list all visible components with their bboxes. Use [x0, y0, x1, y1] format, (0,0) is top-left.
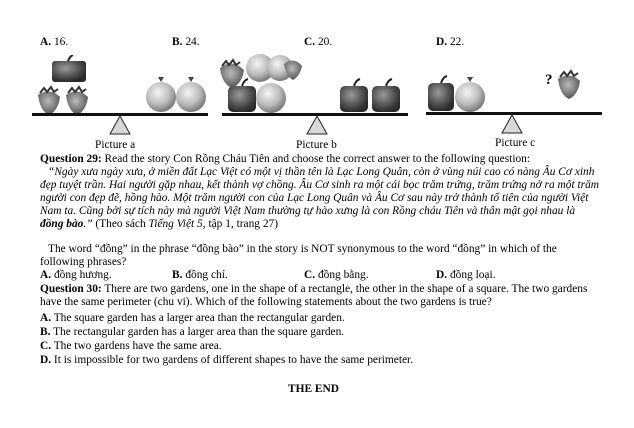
q29-question: The word “đồng” in the phrase “đồng bào” in the story is NOT synonymous to the word “đồng” in which of the following phrases?: [40, 243, 557, 268]
q30-prompt: Question 30: There are two gardens, one in the shape of a rectangle, the other in the shape of a square. The two gardens have the same perimeter (chu vi). Which of the following statements about the two gardens is true?: [40, 283, 588, 308]
apple-icon: [340, 79, 368, 112]
q28-option-d: D. 22.: [436, 36, 465, 48]
q29-option-d: D. đồng loại.: [436, 269, 496, 281]
orange-icon: [176, 77, 206, 112]
orange-icon: [256, 83, 286, 113]
q28-option-a: A. 16.: [40, 36, 69, 48]
fulcrum: [502, 115, 522, 133]
picture-a-balance: [30, 55, 210, 140]
q29-prompt: Question 29: Read the story Con Rồng Cháu Tiên and choose the correct answer to the following question:: [40, 153, 531, 165]
picture-b-caption: Picture b: [296, 139, 337, 151]
q29-story-bold-term: đồng bào: [40, 218, 84, 230]
balance-beam: [426, 112, 602, 115]
picture-a-caption: Picture a: [95, 139, 136, 151]
fulcrum: [110, 116, 130, 134]
q29-option-a: A. đồng hương.: [40, 269, 112, 281]
q28-option-b: B. 24.: [172, 36, 200, 48]
q30-option-a: A. The square garden has a larger area than the rectangular garden.: [40, 312, 345, 324]
strawberry-icon: [66, 87, 88, 115]
picture-c-balance: [424, 55, 604, 140]
fulcrum: [307, 116, 327, 134]
strawberry-icon: [558, 71, 580, 99]
strawberry-icon: [38, 87, 60, 115]
the-end-footer: THE END: [288, 383, 339, 395]
picture-c-caption: Picture c: [495, 137, 536, 149]
q29-story: “Ngày xưa ngày xưa, ở miền đất Lạc Việt có một vị thần tên là Lạc Long Quân, còn ở vùng núi cao có nàng Âu Cơ xinh đẹp tuyệt trần. Hai người gặp nhau, kết thành vợ chồng. Âu Cơ sinh ra một cái bọc trăm trứng, trăm trứng nở ra một trăm người con đẹp đẽ, hồng hào. Một trăm người con của Lạc Long Quân và Âu Cơ sau này trở thành tổ tiên của người Việt Nam ta. Cũng bởi sự tích này mà người Việt Nam thường tự hào xưng là con Rồng cháu Tiên và thân mật gọi nhau là đồng bào.” (Theo sách Tiếng Việt 5, tập 1, trang 27): [40, 166, 599, 230]
picture-b-balance: [218, 50, 414, 140]
apple-icon: [372, 79, 400, 112]
balance-beam: [222, 113, 408, 116]
q30-option-c: C. The two gardens have the same area.: [40, 340, 222, 352]
q30-option-d: D. It is impossible for two gardens of different shapes to have the same perimeter.: [40, 354, 414, 366]
strawberry-icon: [220, 60, 244, 88]
q29-option-b: B. đồng chí.: [172, 269, 228, 281]
apple-icon: [428, 76, 454, 111]
q29-option-c: C. đồng bằng.: [304, 269, 369, 281]
apple-icon: [52, 55, 86, 82]
unknown-weight-mark: ?: [545, 72, 553, 88]
orange-icon: [455, 77, 485, 112]
q30-option-b: B. The rectangular garden has a larger area than the square garden.: [40, 326, 345, 338]
orange-icon: [146, 77, 176, 112]
q28-option-c: C. 20.: [304, 36, 333, 48]
